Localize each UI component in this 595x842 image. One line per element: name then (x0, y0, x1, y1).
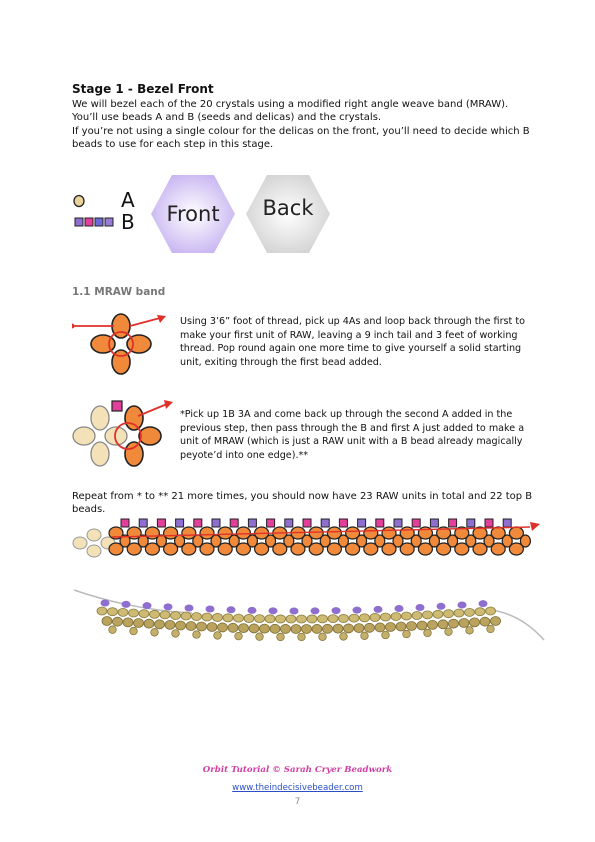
front-hexagon (150, 173, 236, 255)
photo-bead (134, 619, 144, 628)
photo-bead (297, 615, 307, 623)
photo-bead (260, 624, 270, 633)
photo-bead (108, 608, 118, 616)
photo-bead (445, 628, 453, 636)
photo-delica (185, 605, 194, 612)
photo-bead (129, 609, 139, 617)
intro-line: We will bezel each of the 20 crystals using a modified right angle weave band (MRAW). (72, 99, 509, 110)
photo-bead (118, 608, 128, 616)
photo-bead (193, 631, 201, 639)
photo-bead (256, 633, 264, 641)
photo-bead (360, 614, 370, 622)
front-label: Front (166, 202, 220, 226)
bead-b-swatch (75, 218, 83, 226)
photo-delica (395, 605, 404, 612)
photo-bead (130, 627, 138, 635)
photo-bead (276, 615, 286, 623)
band-delica (394, 519, 402, 527)
website-link[interactable]: www.theindecisivebeader.com (232, 783, 363, 793)
photo-bead (396, 622, 406, 631)
photo-bead (433, 610, 443, 618)
back-hexagon (245, 173, 331, 255)
photo-bead (412, 611, 422, 619)
photo-bead (381, 613, 391, 621)
intro-text (72, 98, 542, 151)
photo-bead (402, 612, 412, 620)
photo-bead (466, 627, 474, 635)
photo-bead (286, 615, 296, 623)
photo-bead (339, 614, 349, 622)
photo-bead (403, 630, 411, 638)
photo-bead (386, 623, 396, 632)
band-delica (285, 519, 293, 527)
photo-bead (151, 628, 159, 636)
photo-delica (311, 607, 320, 614)
photo-bead (109, 626, 117, 634)
photo-bead (382, 631, 390, 639)
photo-bead (234, 614, 244, 622)
band-delica (121, 519, 129, 527)
bead-b-swatch (95, 218, 103, 226)
photo-delica (143, 602, 152, 609)
photo-bead (328, 615, 338, 623)
intro-line: You’ll use beads A and B (seeds and delicas) and the crystals. (72, 112, 382, 124)
band-bead (73, 537, 87, 549)
photo-delica (374, 606, 383, 613)
photo-bead (438, 620, 448, 629)
photo-bead (302, 624, 312, 633)
band-delica (267, 519, 275, 527)
photo-bead (470, 618, 480, 627)
photo-delica (122, 601, 131, 608)
photo-delica (227, 606, 236, 613)
step1-diagram (72, 312, 172, 377)
photo-bead (475, 608, 485, 616)
section-title: 1.1 MRAW band (72, 286, 166, 298)
band-delica (485, 519, 493, 527)
photo-bead (375, 623, 385, 632)
bead-legend-swatches (72, 190, 152, 235)
back-label: Back (262, 196, 314, 220)
photo-bead (197, 622, 207, 631)
photo-bead (423, 611, 433, 619)
bead-b-swatch (105, 218, 113, 226)
band-delica (467, 519, 475, 527)
band-delica (412, 519, 420, 527)
photo-bead (291, 624, 301, 633)
photo-delica (290, 607, 299, 614)
photo-bead (487, 625, 495, 633)
photo-bead (391, 613, 401, 621)
photo-bead (186, 622, 196, 631)
photo-bead (281, 624, 291, 633)
photo-bead (139, 610, 149, 618)
band-delica (339, 519, 347, 527)
photo-delica (479, 600, 488, 607)
mraw-band-diagram (72, 515, 552, 560)
band-delica (230, 519, 238, 527)
photo-bead (270, 624, 280, 633)
photo-bead (144, 619, 154, 628)
step-1-text: Using 3’6” foot of thread, pick up 4As and loop back through the first to make your first unit of RAW, leaving a 9 inch tail and 3 feet of working thread. Pop round again one more time to give yourself a solid starting unit, exiting through the first bead added. (180, 316, 525, 368)
photo-bead (407, 622, 417, 631)
photo-bead (465, 608, 475, 616)
photo-bead (454, 609, 464, 617)
photo-bead (480, 617, 490, 626)
band-delica (139, 519, 147, 527)
photo-delica (437, 603, 446, 610)
photo-bead (444, 610, 454, 618)
photo-bead (97, 607, 107, 615)
photo-bead (207, 623, 217, 632)
repeat-instructions: Repeat from * to ** 21 more times, you should now have 23 RAW units in total and 22 top B beads. (72, 491, 533, 516)
band-delica (449, 519, 457, 527)
photo-bead (318, 615, 328, 623)
photo-bead (123, 618, 133, 627)
beaded-band-photo (72, 585, 547, 645)
photo-bead (349, 614, 359, 622)
band-delica (157, 519, 165, 527)
band-delica (430, 519, 438, 527)
photo-bead (365, 623, 375, 632)
photo-bead (165, 620, 175, 629)
page-footer (0, 765, 595, 807)
band-bead (520, 535, 530, 547)
photo-delica (353, 607, 362, 614)
photo-bead (213, 613, 223, 621)
stage-title: Stage 1 - Bezel Front (72, 82, 214, 96)
photo-bead (361, 632, 369, 640)
photo-bead (249, 624, 259, 633)
photo-bead (333, 624, 343, 633)
bead-a-swatch (74, 196, 84, 207)
step-2-text: *Pick up 1B 3A and come back up through the second A added in the previous step, then pass through the B and first A just added to make a unit of MRAW (which is just a RAW unit with a B bead already magically peyote’d into one edge).** (180, 409, 525, 461)
band-delica (376, 519, 384, 527)
photo-delica (164, 603, 173, 610)
photo-bead (192, 613, 202, 621)
photo-bead (239, 624, 249, 633)
photo-bead (228, 623, 238, 632)
band-bead (87, 529, 101, 541)
footer-credit: Orbit Tutorial © Sarah Cryer Beadwork (202, 765, 393, 775)
photo-bead (340, 633, 348, 641)
photo-bead (202, 613, 212, 621)
photo-bead (265, 615, 275, 623)
photo-bead (155, 620, 165, 629)
band-delica (303, 519, 311, 527)
photo-delica (458, 602, 467, 609)
photo-bead (486, 607, 496, 615)
photo-bead (255, 615, 265, 623)
photo-bead (344, 624, 354, 633)
photo-delica (248, 607, 257, 614)
bead-label-a: A (121, 188, 135, 212)
photo-delica (269, 607, 278, 614)
band-delica (248, 519, 256, 527)
photo-bead (102, 617, 112, 626)
photo-bead (298, 633, 306, 641)
band-delica (321, 519, 329, 527)
band-delica (194, 519, 202, 527)
thread-arrow (530, 522, 540, 531)
photo-bead (181, 612, 191, 620)
photo-bead (307, 615, 317, 623)
photo-bead (150, 610, 160, 618)
photo-bead (323, 624, 333, 633)
band-delica (176, 519, 184, 527)
photo-bead (218, 623, 228, 632)
photo-delica (206, 606, 215, 613)
photo-bead (319, 633, 327, 641)
photo-bead (277, 633, 285, 641)
photo-bead (354, 624, 364, 633)
band-delica (212, 519, 220, 527)
photo-bead (176, 621, 186, 630)
photo-bead (449, 619, 459, 628)
intro-line: If you’re not using a single colour for the delicas on the front, you’ll need to decide which B beads to use for each step in this stage. (72, 125, 530, 150)
band-bead (87, 545, 101, 557)
photo-bead (160, 611, 170, 619)
photo-delica (416, 604, 425, 611)
photo-bead (172, 630, 180, 638)
photo-delica (332, 607, 341, 614)
photo-bead (113, 617, 123, 626)
page-number: 7 (294, 797, 301, 807)
band-delica (503, 519, 511, 527)
bead-b-swatch (85, 218, 93, 226)
step2-diagram (72, 398, 177, 468)
photo-bead (312, 624, 322, 633)
photo-bead (214, 632, 222, 640)
photo-bead (171, 611, 181, 619)
photo-delica (101, 600, 110, 607)
photo-bead (491, 617, 501, 626)
photo-bead (370, 613, 380, 621)
photo-bead (417, 621, 427, 630)
photo-bead (244, 614, 254, 622)
bead-label-b: B (121, 210, 135, 234)
photo-bead (235, 632, 243, 640)
photo-bead (459, 619, 469, 628)
photo-bead (424, 629, 432, 637)
photo-bead (223, 614, 233, 622)
photo-bead (428, 620, 438, 629)
band-delica (358, 519, 366, 527)
